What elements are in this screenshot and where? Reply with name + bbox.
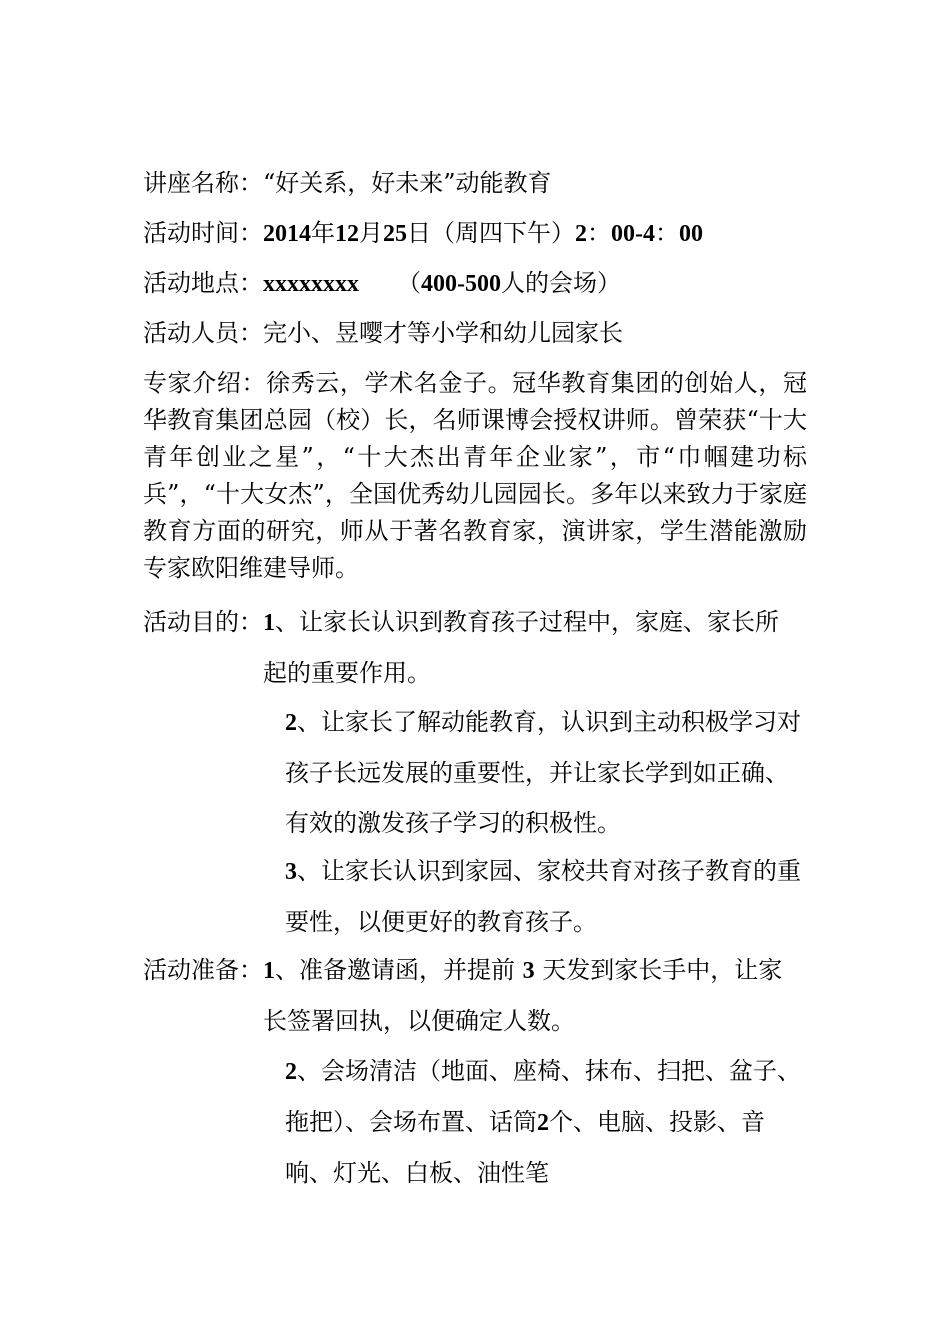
prep-mics: 2 — [537, 1110, 549, 1136]
lecture-label: 讲座名称： — [143, 169, 263, 197]
purpose-text-1: 、让家长认识到教育孩子过程中，家庭、家长所起的重要作用。 — [263, 608, 779, 687]
time-day-unit: 日（周四下午） — [407, 219, 575, 247]
prep-text-2b: 个、电脑、投影、音响、灯光、白板、油性笔 — [285, 1108, 765, 1187]
time-year-unit: 年 — [311, 219, 335, 247]
time-end: 00 — [679, 221, 703, 247]
expert-label: 专家介绍： — [143, 369, 267, 397]
participants-value: 完小、昱嘤才等小学和幼儿园家长 — [263, 319, 623, 347]
venue-capacity: 400-500 — [421, 271, 501, 297]
venue-capacity-text: 人的会场） — [501, 269, 621, 297]
time-day: 25 — [383, 221, 407, 247]
time-start: 2 — [575, 221, 587, 247]
time-sep1: ： — [587, 219, 611, 247]
prep-item-2 — [285, 1046, 807, 1198]
venue-open-paren: （ — [397, 269, 421, 297]
purpose-num-3: 3 — [285, 859, 297, 885]
purpose-num-1: 1 — [263, 610, 275, 636]
prep-item-1 — [143, 945, 807, 1046]
prep-label: 活动准备： — [143, 956, 263, 984]
purpose-item-3 — [285, 846, 807, 947]
expert-text: 徐秀云，学术名金子。冠华教育集团的创始人，冠华教育集团总园（校）长，名师课博会授权讲师。曾荣获“十大青年创业之星”，“十大杰出青年企业家”，市“巾帼建功标兵”，“十大女杰”，全国优秀幼儿园园长。多年以来致力于家庭教育方面的研究，师从于著名教育家，演讲家，学生潜能激励专家欧阳维建导师。 — [143, 369, 807, 582]
venue-place: xxxxxxxx — [263, 271, 359, 297]
expert-paragraph — [143, 365, 807, 587]
lecture-value: “好关系，好未来”动能教育 — [263, 169, 552, 197]
prep-days: 3 — [522, 958, 535, 984]
venue-label: 活动地点： — [143, 269, 263, 297]
prep-text-1a: 、准备邀请函，并提前 — [275, 956, 523, 984]
time-label: 活动时间： — [143, 219, 263, 247]
purpose-item-1 — [143, 597, 807, 698]
time-month-unit: 月 — [359, 219, 383, 247]
time-sep2: ： — [655, 219, 679, 247]
time-year: 2014 — [263, 221, 311, 247]
time-month: 12 — [335, 221, 359, 247]
prep-text-2a: 、会场清洁（地面、座椅、抹布、扫把、盆子、拖把）、会场布置、话筒 — [285, 1057, 801, 1136]
time-mid: 00-4 — [611, 221, 655, 247]
participants-line — [143, 318, 623, 348]
lecture-line — [143, 168, 552, 198]
venue-line — [143, 268, 621, 299]
participants-label: 活动人员： — [143, 319, 263, 347]
purpose-text-2: 、让家长了解动能教育，认识到主动积极学习对孩子长远发展的重要性，并让家长学到如正确、有效的激发孩子学习的积极性。 — [285, 708, 801, 837]
prep-num-2: 2 — [285, 1059, 297, 1085]
purpose-num-2: 2 — [285, 710, 297, 736]
purpose-text-3: 、让家长认识到家园、家校共育对孩子教育的重要性，以便更好的教育孩子。 — [285, 857, 801, 936]
prep-num-1: 1 — [263, 958, 275, 984]
prep-text-1b: 天发到家长手中，让家长签署回执，以便确定人数。 — [263, 956, 783, 1035]
purpose-label: 活动目的： — [143, 608, 263, 636]
purpose-item-2 — [285, 697, 807, 848]
time-line — [143, 218, 703, 249]
